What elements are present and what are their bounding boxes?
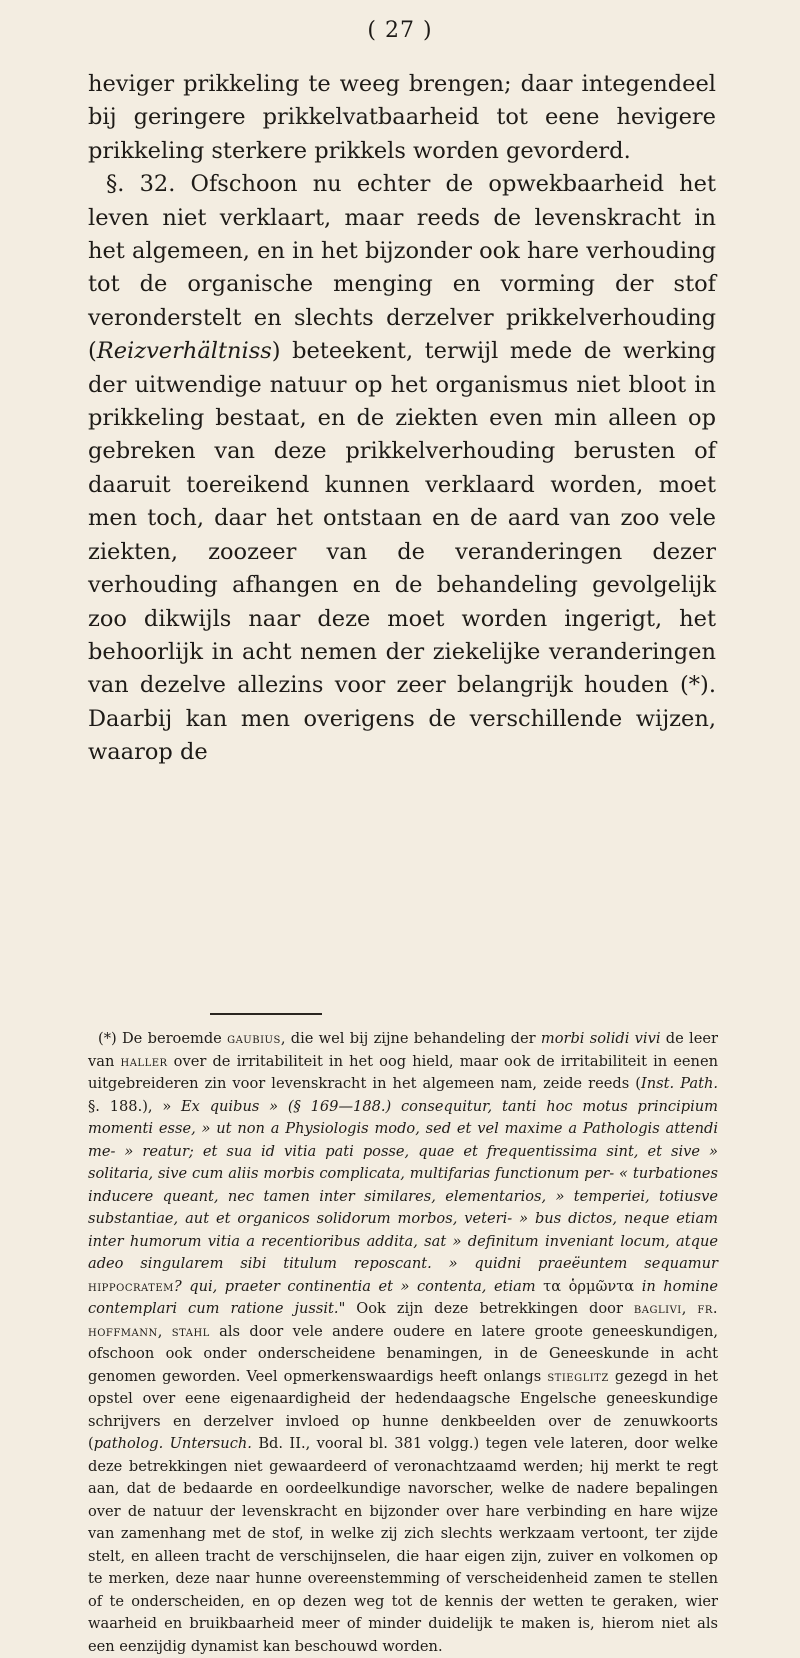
citation: Inst. Path. — [641, 1075, 718, 1092]
greek-term: τα ὁρμῶντα — [543, 1277, 635, 1295]
author-name: stieglitz — [547, 1367, 609, 1385]
footnote — [88, 1028, 718, 1658]
section-text-part-1: Ofschoon nu echter de opwekbaarheid het leven niet verklaart, maar reeds de levenskracht in het algemeen, en in het bijzonder ook hare verhouding tot de organische menging en vorming der stof veronderstelt en slechts derzelver prikkelverhouding ( — [88, 171, 716, 365]
footnote-text: , — [681, 1300, 698, 1317]
author-name: gaubius — [227, 1030, 281, 1047]
author-name: fr. hoffmann — [88, 1300, 718, 1340]
footnote-text: Bd. II., vooral bl. 381 volgg.) tegen vele lateren, door welke deze betrekkingen niet gewaardeerd of veronachtzaamd werden; hij merkt te regt aan, dat de bedaarde en oordeelkundige navorscher, welke de nadere bepalingen over de natuur der levenskracht en bijzonder over hare verbinding en hare wijze van zamenhang met de stof, in welke zij zich slechts werkzaam vertoont, ter zijde stelt, en alleen tracht de verschijnselen, die haar eigen zijn, zuiver en volkomen op te merken, deze naar hunne overeenstemming of verscheidenheid zamen te stellen of te onderscheiden, en op dezen weg tot de kennis der wetten te geraken, wier waarheid en bruikbaarheid meer of minder duidelijk te maken is, hierom niet als een eenzijdig dynamist kan beschouwd worden. — [88, 1435, 718, 1655]
latin-quote: in homine contemplari cum ratione jussit. — [88, 1277, 718, 1317]
citation: patholog. Untersuch. — [93, 1435, 252, 1452]
latin-quote: ? qui, praeter continentia et » contenta, etiam — [173, 1277, 536, 1295]
footnote-text: , — [157, 1322, 172, 1340]
section-number: §. 32. — [106, 171, 176, 198]
footnote-text: gezegd in het opstel over eene eigenaardigheid der hedendaagsche Engelsche geneeskundige schrijvers en derzelver invloed op hunne denkbeelden over de zenuwkoorts ( — [88, 1367, 719, 1452]
page-number: ( 27 ) — [367, 18, 433, 43]
author-name: stahl — [171, 1322, 210, 1340]
latin-quote: Ex quibus » (§ 169—188.) consequitur, tanti hoc motus principium momenti esse, » ut non a Physiologis modo, sed et vel maxime a Pathologis attendi me- » reatur; et sua id vitia pati posse, quae et frequentissima sint, et sive » solitaria, sive cum aliis morbis complicata, multifarias functionum per- « turbationes inducere queant, nec tamen inter similares, elementarios, » temperiei, totiusve substantiae, aut et organicos solidorum morbos, veteri- » bus dictos, neque etiam inter humorum vitia a recentioribus addita, sat » definitum inveniant locum, atque adeo singularem sibi titulum reposcant. » quidni praeëuntem sequamur — [88, 1097, 718, 1272]
footnote-text: , die wel bij zijne behandeling der — [280, 1030, 541, 1047]
section-32-paragraph — [88, 168, 716, 769]
author-name: hippocratem — [88, 1277, 174, 1295]
footnote-text: (*) De beroemde — [98, 1030, 228, 1047]
footnote-text: §. 188.), » — [88, 1097, 182, 1115]
footnote-paragraph — [88, 1028, 718, 1658]
paragraph-text: heviger prikkeling te weeg brengen; daar integendeel bij geringere prikkelvatbaarheid tot eene hevigere prikkeling sterkere prikkels worden gevorderd. — [88, 71, 716, 164]
footnote-text: de leer van — [88, 1030, 718, 1070]
author-name: haller — [120, 1052, 168, 1070]
section-text-part-2: ) beteekent, terwijl mede de werking der uitwendige natuur op het organismus niet bloot in prikkeling bestaat, en de ziekten even min alleen op gebreken van deze prikkelverhouding berusten of daaruit toereikend kunnen verklaard worden, moet men toch, daar het ontstaan en de aard van zoo vele ziekten, zoozeer van de veranderingen dezer verhouding afhangen en de behandeling gevolgelijk zoo dikwijls naar deze moet worden ingerigt, het behoorlijk in acht nemen der ziekelijke veranderingen van dezelve allezins voor zeer belangrijk houden (*). Daarbij kan men overigens de verschillende wijzen, waarop de — [88, 338, 716, 766]
latin-term: morbi solidi vivi — [540, 1030, 661, 1047]
footnote-text: over de irritabiliteit in het oog hield, maar ook de irritabiliteit in eenen uitgebreideren zin voor levenskracht in het algemeen nam, zeide reeds ( — [88, 1052, 718, 1092]
body-paragraph-continuation — [88, 68, 716, 168]
section-term: Reizverhältniss — [96, 338, 272, 365]
footnote-text: " Ook zijn deze betrekkingen door — [338, 1300, 634, 1317]
author-name: baglivi — [633, 1300, 682, 1317]
footnote-text: als door vele andere oudere en latere groote geneeskundigen, ofschoon ook onder onderscheidene benamingen, in de Geneeskunde in acht genomen geworden. Veel opmerkenswaardigs heeft onlangs — [88, 1322, 718, 1385]
main-body-text — [88, 68, 716, 770]
footnote-divider — [210, 1013, 322, 1015]
